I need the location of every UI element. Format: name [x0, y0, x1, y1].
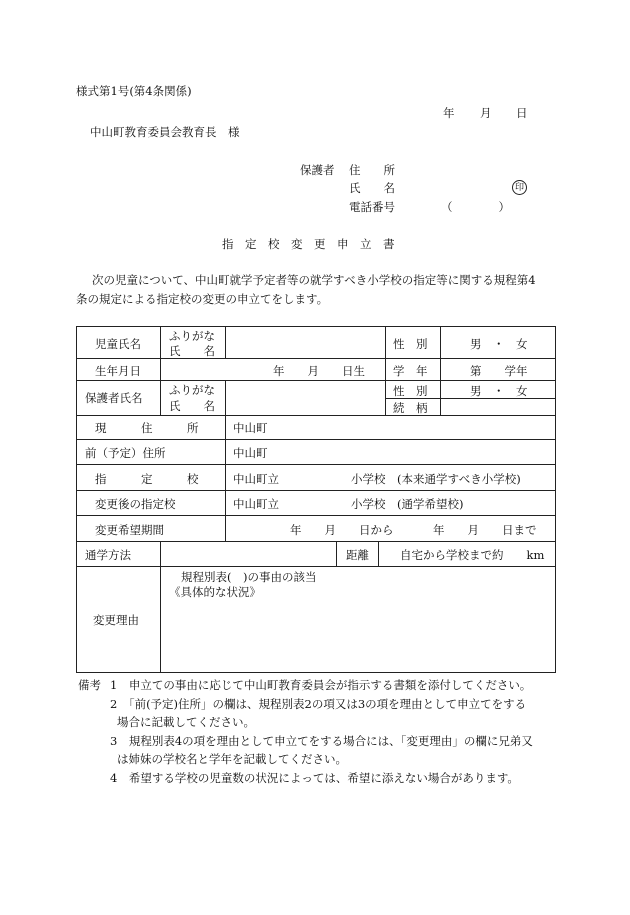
period-from: 年 月 日から — [290, 523, 394, 537]
guardian-address-label: 住 所 — [349, 163, 395, 177]
intro-line-2: 条の規定による指定校の変更の申立てをします。 — [76, 292, 329, 306]
grade-label: 学 年 — [393, 364, 428, 378]
intro-line-1: 次の児童について、中山町就学予定者等の就学すべき小学校の指定等に関する規程第4 — [92, 273, 536, 287]
changed-town: 中山町立 — [233, 497, 279, 511]
current-address-label: 現 住 所 — [95, 421, 199, 435]
child-furigana-label: ふりがな — [169, 329, 215, 343]
changed-school-label: 変更後の指定校 — [95, 497, 176, 511]
guardian-name-label: 氏 名 — [349, 181, 395, 195]
guardian-name-row-label: 保護者氏名 — [85, 391, 143, 405]
note-2-line-2: 場合に記載してください。 — [117, 715, 255, 729]
period-to: 年 月 日まで — [433, 523, 537, 537]
reason-label: 変更理由 — [93, 613, 139, 627]
guardian-phone-label: 電話番号 — [349, 200, 395, 214]
reason-line-2: 《具体的な状況》 — [169, 585, 261, 599]
designated-school-label: 指 定 校 — [95, 472, 199, 486]
guardian-phone-parens: （ ） — [441, 200, 510, 214]
distance-value: 自宅から学校まで約 km — [400, 548, 545, 562]
guardian-shimei-label: 氏 名 — [169, 399, 215, 413]
seal-mark: 印 — [512, 180, 527, 195]
note-4: 4 希望する学校の児童数の状況によっては、希望に添えない場合があります。 — [110, 771, 519, 785]
current-address-value: 中山町 — [233, 421, 268, 435]
period-label: 変更希望期間 — [95, 523, 164, 537]
guardian-label: 保護者 — [300, 163, 335, 177]
commute-label: 通学方法 — [85, 548, 131, 562]
note-3-line-2: は姉妹の学校名と学年を記載してください。 — [117, 752, 347, 766]
notes-label: 備考 — [78, 678, 101, 692]
child-shimei-label: 氏 名 — [169, 344, 215, 358]
distance-label: 距離 — [346, 548, 369, 562]
guardian-furigana-label: ふりがな — [169, 383, 215, 397]
note-3-line-1: 3 規程別表4の項を理由として申立てをする場合には、「変更理由」の欄に兄弟又 — [110, 734, 533, 748]
previous-address-label: 前（予定）住所 — [85, 446, 166, 460]
application-table — [76, 326, 556, 673]
changed-school-suffix: 小学校 (通学希望校) — [351, 497, 464, 511]
relation-label: 続 柄 — [393, 401, 428, 415]
date-year-label: 年 — [443, 106, 455, 120]
child-sex-options: 男 ・ 女 — [470, 337, 528, 351]
designated-town: 中山町立 — [233, 472, 279, 486]
birth-ymd: 年 月 日生 — [273, 364, 365, 378]
child-sex-label: 性 別 — [393, 337, 428, 351]
guardian-sex-label: 性 別 — [393, 384, 428, 398]
date-day-label: 日 — [516, 106, 528, 120]
note-2-line-1: 2 「前(予定)住所」の欄は、規程別表2の項又は3の項を理由として申立てをする — [110, 697, 527, 711]
addressee: 中山町教育委員会教育長 様 — [90, 125, 240, 139]
birth-date-label: 生年月日 — [95, 364, 141, 378]
designated-school-suffix: 小学校 (本来通学すべき小学校) — [351, 472, 521, 486]
child-name-label: 児童氏名 — [95, 337, 141, 351]
reason-line-1: 規程別表( )の事由の該当 — [181, 570, 317, 584]
grade-value: 第 学年 — [470, 364, 528, 378]
date-month-label: 月 — [480, 106, 492, 120]
note-1: 1 申立ての事由に応じて中山町教育委員会が指示する書類を添付してください。 — [110, 678, 532, 692]
previous-address-value: 中山町 — [233, 446, 268, 460]
document-title: 指 定 校 変 更 申 立 書 — [222, 237, 395, 251]
form-number: 様式第1号(第4条関係) — [76, 84, 192, 98]
guardian-sex-options: 男 ・ 女 — [470, 384, 528, 398]
